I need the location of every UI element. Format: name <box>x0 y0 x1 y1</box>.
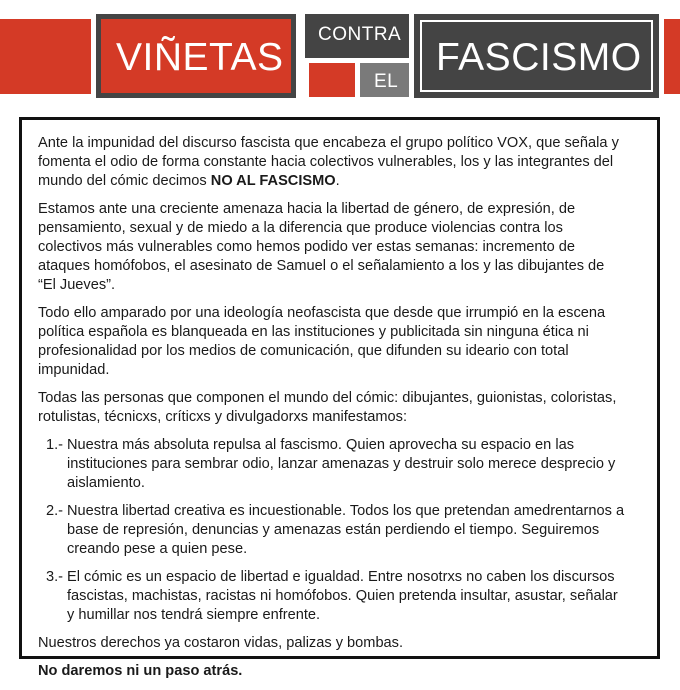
title-word-el: EL <box>374 71 399 92</box>
list-item-number: 2.- <box>46 503 64 519</box>
paragraph-intro <box>38 134 626 191</box>
manifesto-card <box>19 117 660 679</box>
title-word-vinetas: VIÑETAS <box>116 36 284 79</box>
closing-statement: No daremos ni un paso atrás. <box>38 663 243 679</box>
list-item-text: Nuestra más absoluta repulsa al fascismo. Quien aprovecha su espacio en las instituciones para sembrar odio, lanzar amenazas y destruir solo merece desprecio y aislamiento. <box>67 437 616 491</box>
intro-text: Ante la impunidad del discurso fascista que encabeza el grupo político VOX, que señala y fomenta el odio de forma constante hacia colectivos vulnerables, los y las integrantes del mundo del cómic decimos <box>38 135 619 189</box>
decor-red-block-left <box>0 19 91 94</box>
list-item <box>38 502 626 559</box>
list-item <box>38 436 626 493</box>
intro-emphasis: NO AL FASCISMO <box>210 173 336 189</box>
manifesto-list <box>38 436 626 625</box>
list-item-text: El cómic es un espacio de libertad e igualdad. Entre nosotrxs no caben los discursos fascistas, machistas, racistas ni homófobos. Quien pretenda insultar, asustar, señalar y humillar nos tendrá siempre enfrente. <box>67 569 618 623</box>
list-item-text: Nuestra libertad creativa es incuestionable. Todos los que pretendan amedrentarnos a base de represión, denuncias y amenazas están perdiendo el tiempo. Seguiremos creando pese a quien pese. <box>67 503 625 557</box>
list-item-number: 1.- <box>46 437 64 453</box>
decor-red-square <box>309 63 355 97</box>
list-item-number: 3.- <box>46 569 64 585</box>
manifesto-text <box>38 134 626 690</box>
header-banner <box>0 0 680 110</box>
paragraph-declaration: Todas las personas que componen el mundo del cómic: dibujantes, guionistas, coloristas, rotulistas, técnicxs, críticxs y divulgadorxs manifestamos: <box>38 390 617 425</box>
paragraph-rights: Nuestros derechos ya costaron vidas, palizas y bombas. <box>38 635 404 651</box>
list-item <box>38 568 626 625</box>
title-word-contra: CONTRA <box>318 24 402 45</box>
paragraph-ideology: Todo ello amparado por una ideología neofascista que desde que irrumpió en la escena política española es blanqueada en las instituciones y publicitada sin ninguna ética ni profesionalidad por los medios de comunicación, que difunden su ideario con total impunidad. <box>38 305 606 378</box>
intro-end: . <box>335 173 340 189</box>
paragraph-threat: Estamos ante una creciente amenaza hacia la libertad de género, de expresión, de pensamiento, sexual y de miedo a la diferencia que produce violencias contra los colectivos más vulnerables como hemos podido ver estas semanas: incremento de ataques homófobos, el asesinato de Samuel o el señalamiento a los y las dibujantes de “El Jueves”. <box>38 201 605 293</box>
decor-red-block-right <box>664 19 680 94</box>
title-word-fascismo: FASCISMO <box>436 36 642 79</box>
